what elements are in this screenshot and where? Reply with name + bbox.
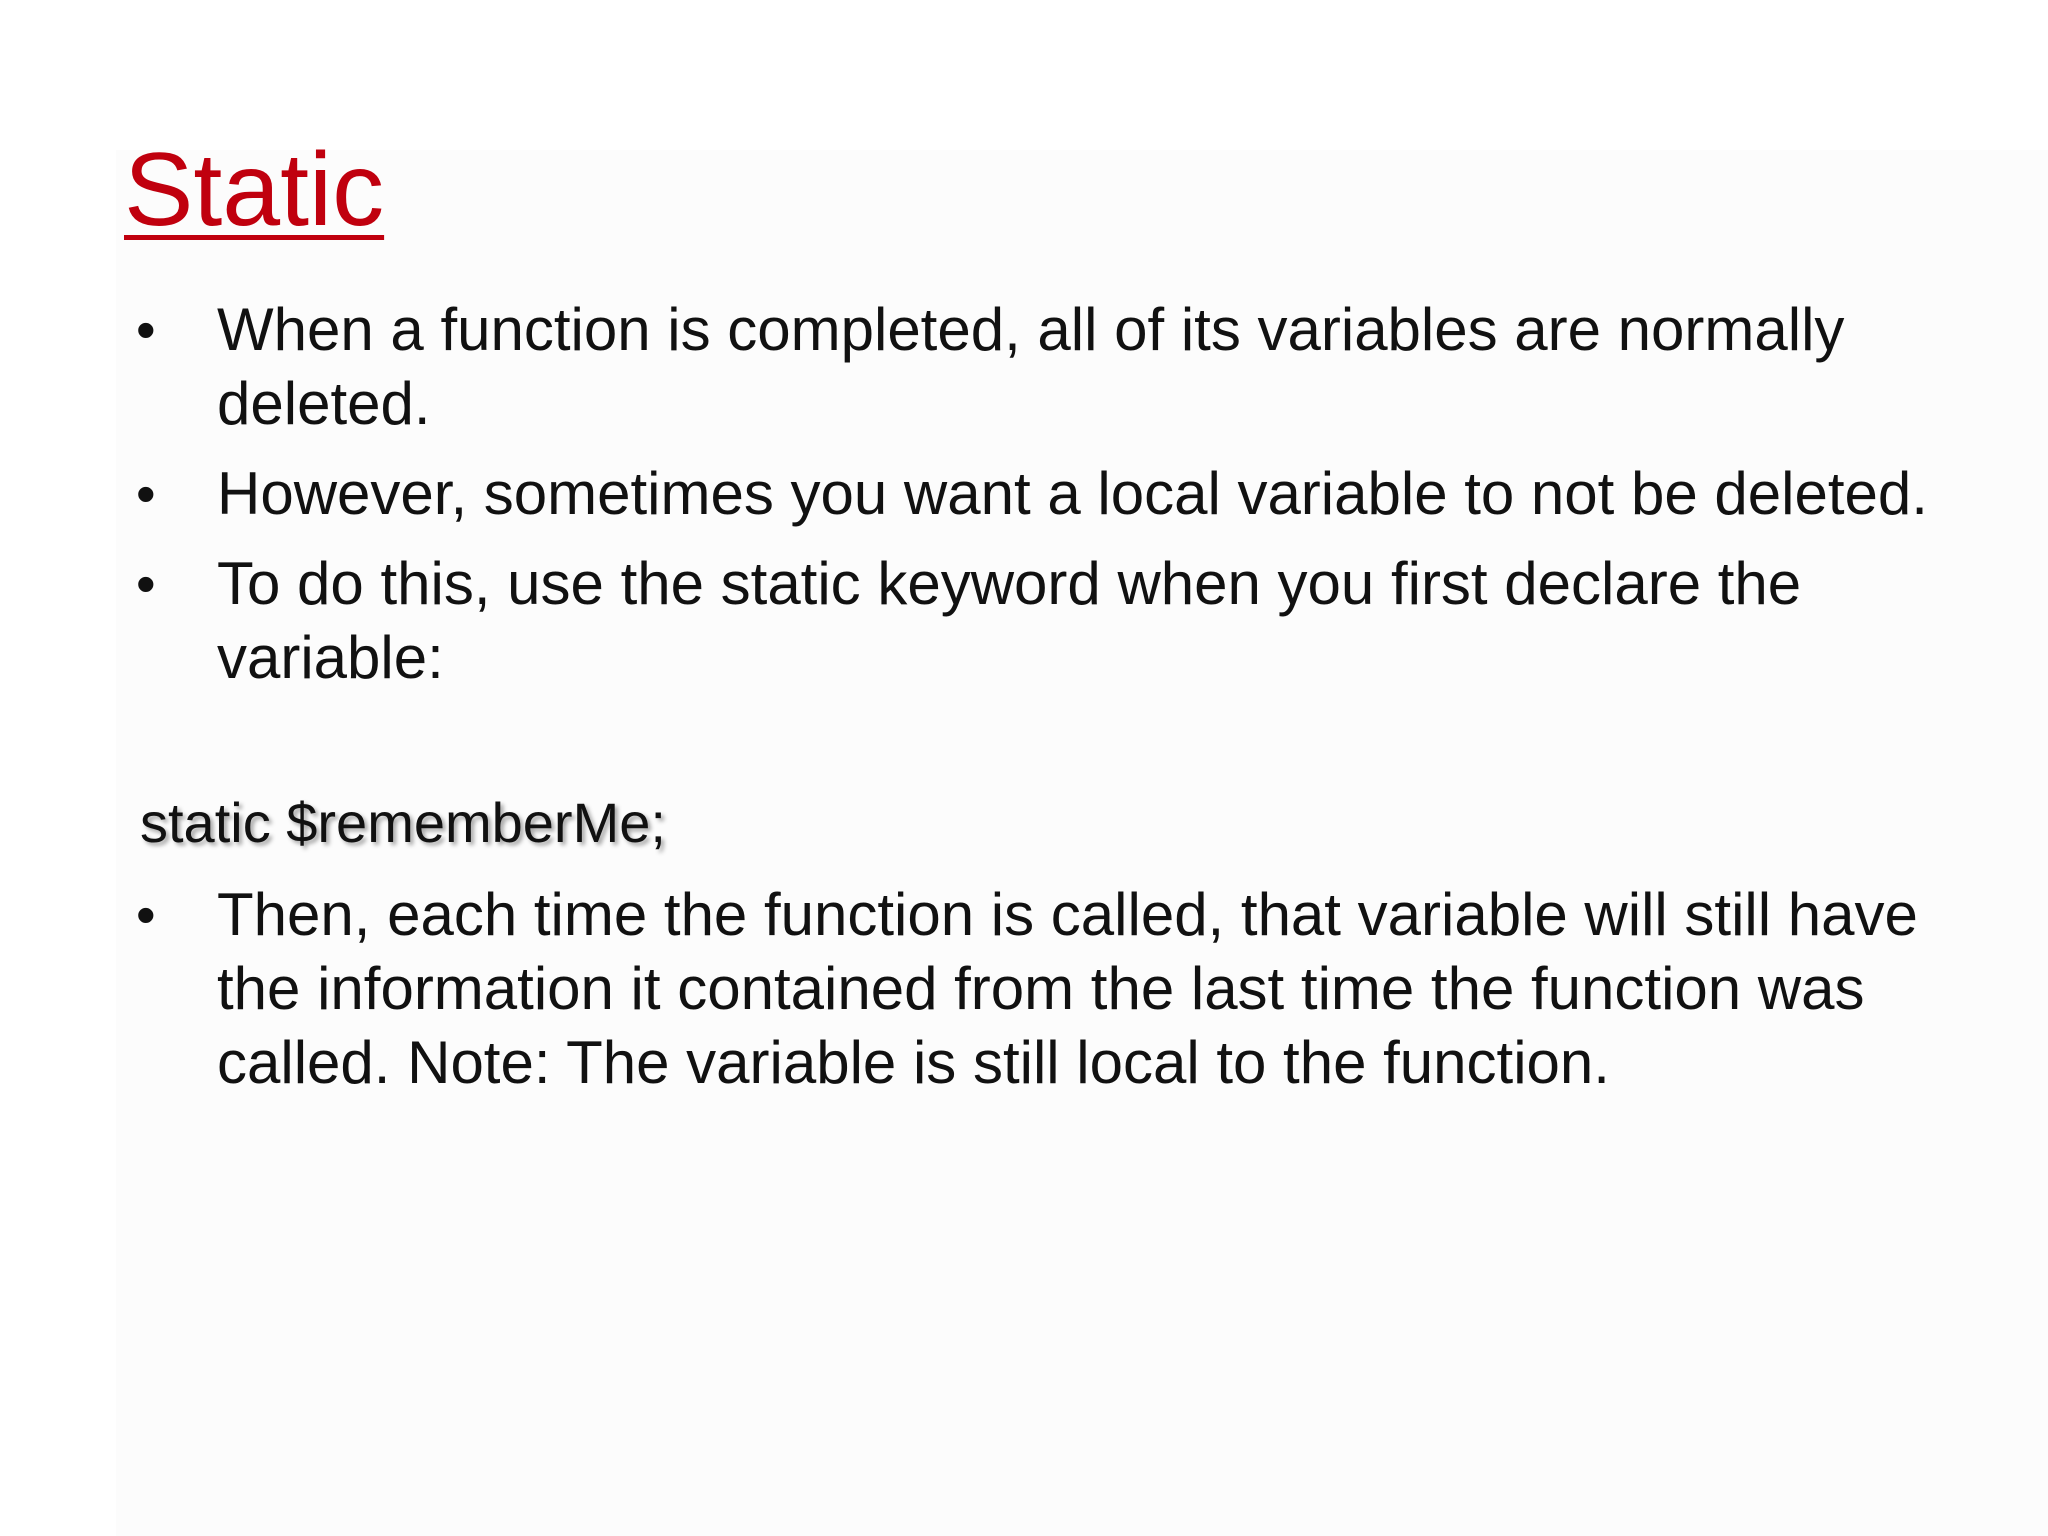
bullet-dot-icon: • — [136, 883, 156, 946]
bullet-list-top — [136, 293, 1966, 711]
bullet-text: However, sometimes you want a local variable to not be deleted. — [217, 460, 1928, 527]
bullet-item — [136, 457, 1966, 531]
bullet-list-bottom — [136, 878, 1966, 1116]
bullet-text: When a function is completed, all of its variables are normally deleted. — [217, 296, 1845, 437]
bullet-dot-icon: • — [136, 298, 156, 361]
code-example: static $rememberMe; — [140, 791, 666, 854]
bullet-dot-icon: • — [136, 462, 156, 525]
bullet-text: Then, each time the function is called, that variable will still have the information it contained from the last time the function was called. Note: The variable is still local to the function. — [217, 881, 1918, 1096]
bullet-item — [136, 878, 1966, 1100]
bullet-text: To do this, use the static keyword when you first declare the variable: — [217, 550, 1802, 691]
bullet-item — [136, 293, 1966, 441]
bullet-item — [136, 547, 1966, 695]
slide-title: Static — [124, 132, 385, 248]
bullet-dot-icon: • — [136, 552, 156, 615]
